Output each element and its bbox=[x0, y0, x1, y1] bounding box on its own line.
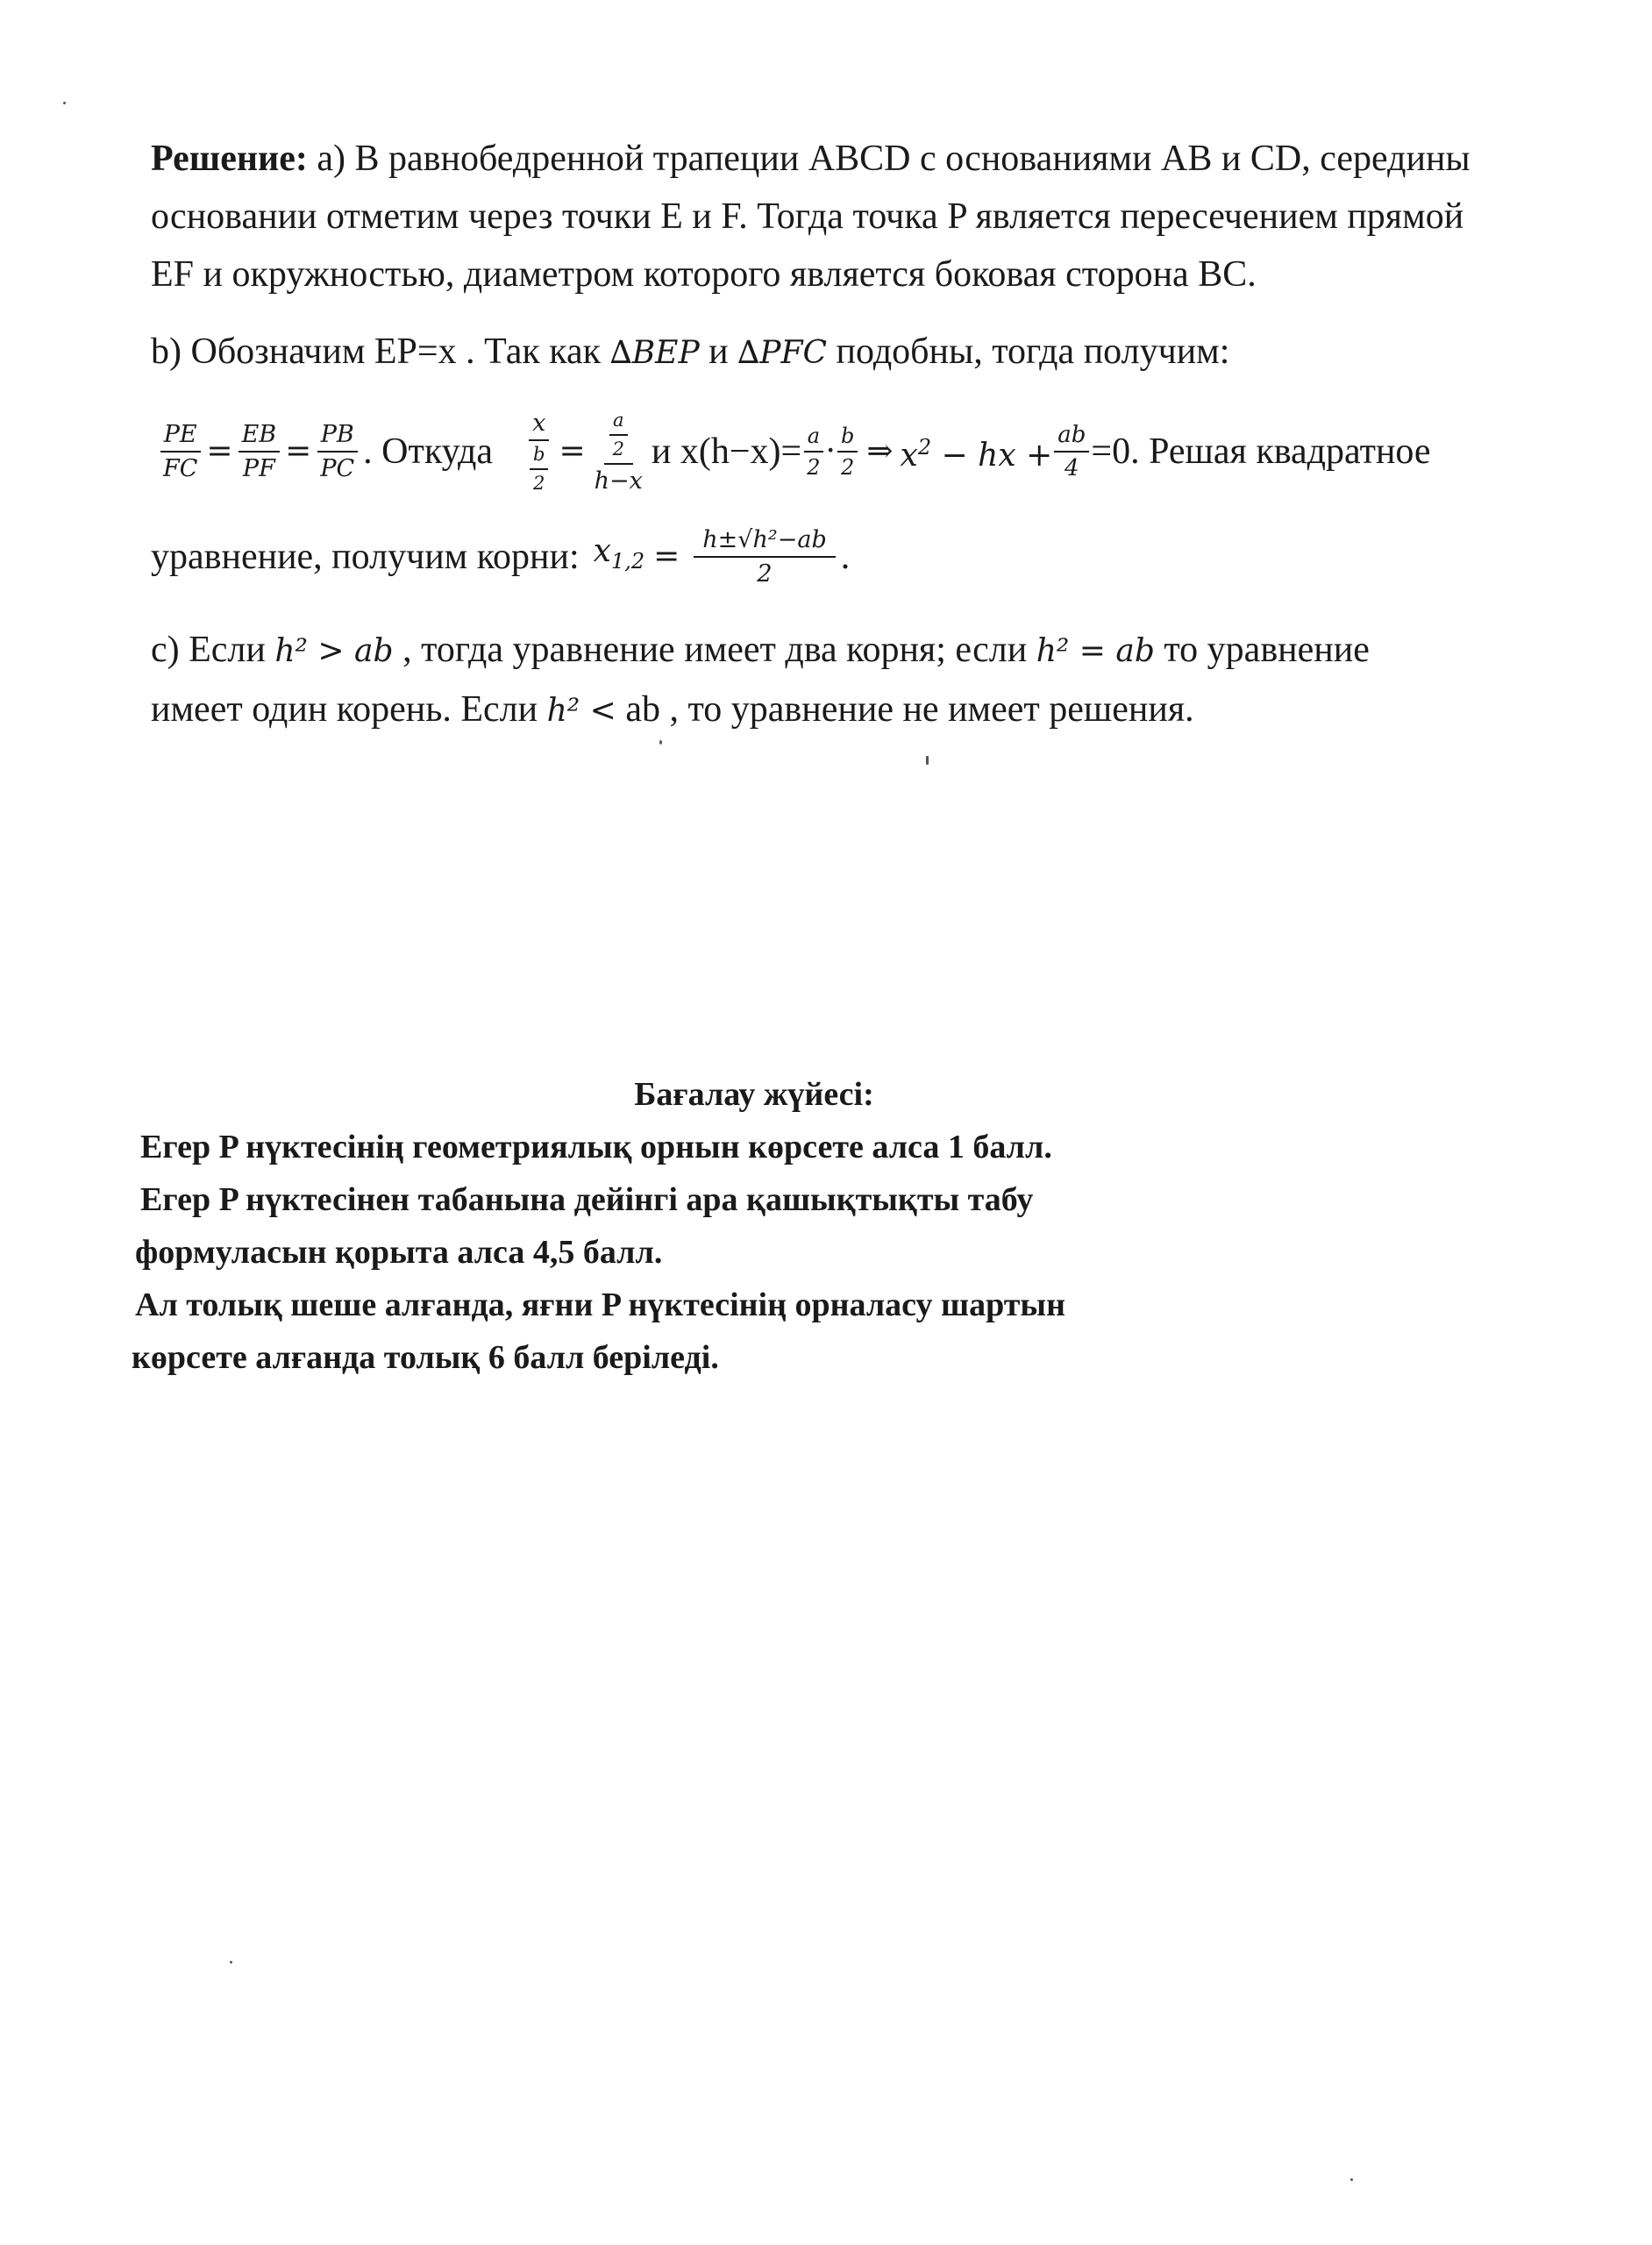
root-var: x bbox=[593, 533, 611, 570]
frac-den: 2 bbox=[612, 438, 624, 460]
grading-line-4: Ал толық шеше алғанда, яғни P нүктесінің орналасу шартын bbox=[135, 1286, 1065, 1323]
otkuda-text: . Откуда bbox=[363, 431, 494, 472]
frac-num: a bbox=[609, 411, 628, 436]
frac-num: b bbox=[837, 425, 858, 453]
triangle-bep: ∆BEP bbox=[609, 335, 700, 371]
fraction-a-over-2 bbox=[803, 425, 823, 478]
equals-sign: = bbox=[285, 433, 312, 469]
fraction-pe-fc bbox=[160, 423, 201, 481]
frac-num: h±√h²−ab bbox=[694, 528, 835, 558]
part-b-text-2: подобны, тогда получим: bbox=[827, 331, 1230, 372]
frac-num: a bbox=[804, 425, 823, 453]
frac-num: PB bbox=[317, 423, 358, 453]
fraction-eb-pf bbox=[239, 423, 281, 481]
fraction-roots bbox=[694, 528, 835, 586]
similarity-equation bbox=[151, 395, 1571, 509]
part-a-line-1 bbox=[151, 130, 1571, 188]
frac-den: 4 bbox=[1065, 455, 1079, 481]
grading-line-2: Егер P нүктесінен табанына дейінгі ара қашықтықты табу bbox=[140, 1181, 1034, 1218]
fraction-a2-over-hx bbox=[591, 411, 646, 493]
scan-speck bbox=[63, 102, 66, 104]
frac-num: ab bbox=[1054, 424, 1089, 453]
solution-section bbox=[151, 130, 1571, 740]
quadratic-term: $x^2$ − hx + bbox=[900, 435, 1053, 474]
frac-den: 2 bbox=[533, 472, 545, 494]
frac-den: 2 bbox=[757, 560, 773, 588]
equals-sign: = bbox=[653, 538, 680, 574]
fraction-pb-pc bbox=[317, 423, 358, 481]
scan-speck bbox=[1350, 2178, 1353, 2181]
quad-var: x bbox=[900, 438, 918, 474]
fraction-x-over-b2 bbox=[524, 411, 553, 493]
frac-num: EB bbox=[239, 423, 281, 453]
part-c-text-4: имеет один корень. Если bbox=[151, 689, 547, 730]
cond-h2-lt-ab: h² < bbox=[546, 693, 616, 729]
part-a-text-1: а) В равнобедренной трапеции ABCD с основаниями AB и CD, середины bbox=[307, 139, 1470, 179]
fraction-a-2 bbox=[609, 411, 628, 459]
part-b-line bbox=[151, 323, 1571, 382]
quad-tail: − hx + bbox=[931, 438, 1053, 474]
eq-zero-text: =0. Решая квадратное bbox=[1091, 431, 1431, 472]
frac-den: h−x bbox=[594, 467, 643, 495]
part-a-line-2: основании отметим через точки E и F. Тогда точка P является пересечением прямой bbox=[151, 196, 1464, 237]
part-c-text-3: то уравнение bbox=[1154, 630, 1370, 670]
part-c-line-1 bbox=[151, 621, 1571, 681]
frac-den: 2 bbox=[841, 455, 855, 480]
solution-label: Решение: bbox=[151, 139, 308, 179]
root-variable bbox=[594, 523, 644, 590]
implies-arrow: ⇒ bbox=[866, 433, 894, 469]
cond-h2-eq-ab: h² = ab bbox=[1036, 633, 1155, 669]
frac-den: 2 bbox=[807, 455, 821, 480]
grading-line-3: формуласын қорыта алса 4,5 балл. bbox=[135, 1234, 663, 1271]
cond-h2-gt-ab: h² > ab bbox=[274, 633, 394, 669]
frac-den bbox=[524, 441, 553, 493]
fraction-b-2 bbox=[530, 445, 548, 493]
part-c-text-1: c) Если bbox=[151, 630, 275, 670]
part-c-text-2: , тогда уравнение имеет два корня; если bbox=[393, 630, 1036, 670]
grading-section bbox=[132, 1068, 1271, 1384]
part-a-line-3: EF и окружностью, диаметром которого является боковая сторона BC. bbox=[151, 254, 1257, 295]
grading-line-5: көрсете алғанда толық 6 балл беріледі. bbox=[132, 1339, 719, 1376]
equals-sign: = bbox=[559, 433, 586, 469]
dot-operator: · bbox=[825, 433, 836, 469]
scan-speck bbox=[230, 1961, 232, 1963]
grading-title: Бағалау жүйесі: bbox=[634, 1076, 874, 1113]
frac-num: b bbox=[530, 445, 548, 470]
roots-line bbox=[151, 509, 1571, 605]
equals-sign: = bbox=[206, 433, 233, 469]
part-b-and: и bbox=[699, 331, 738, 372]
frac-den: FC bbox=[163, 455, 198, 482]
part-b-text-1: b) Обозначим EP=x . Так как bbox=[151, 331, 610, 372]
grading-line-1: Егер P нүктесінің геометриялық орнын көрсете алса 1 балл. bbox=[140, 1129, 1052, 1165]
fraction-ab-4 bbox=[1054, 424, 1089, 480]
triangle-pfc: ∆PFC bbox=[737, 335, 828, 371]
frac-den: PC bbox=[320, 455, 355, 482]
roots-end: . bbox=[840, 537, 851, 577]
roots-prefix: уравнение, получим корни: bbox=[151, 537, 580, 577]
frac-num: PE bbox=[160, 423, 201, 453]
frac-num bbox=[604, 411, 633, 465]
fraction-b-over-2 bbox=[837, 425, 858, 478]
frac-num: x bbox=[529, 411, 549, 441]
scan-speck bbox=[659, 740, 662, 745]
part-c-text-5: ab , то уравнение не имеет решения. bbox=[616, 689, 1194, 730]
root-subscript: 1,2 bbox=[610, 549, 645, 574]
mid-text: и x(h−x)= bbox=[651, 431, 802, 472]
frac-den: PF bbox=[242, 455, 275, 482]
scan-speck bbox=[926, 756, 929, 765]
part-c-line-2 bbox=[151, 681, 1571, 740]
